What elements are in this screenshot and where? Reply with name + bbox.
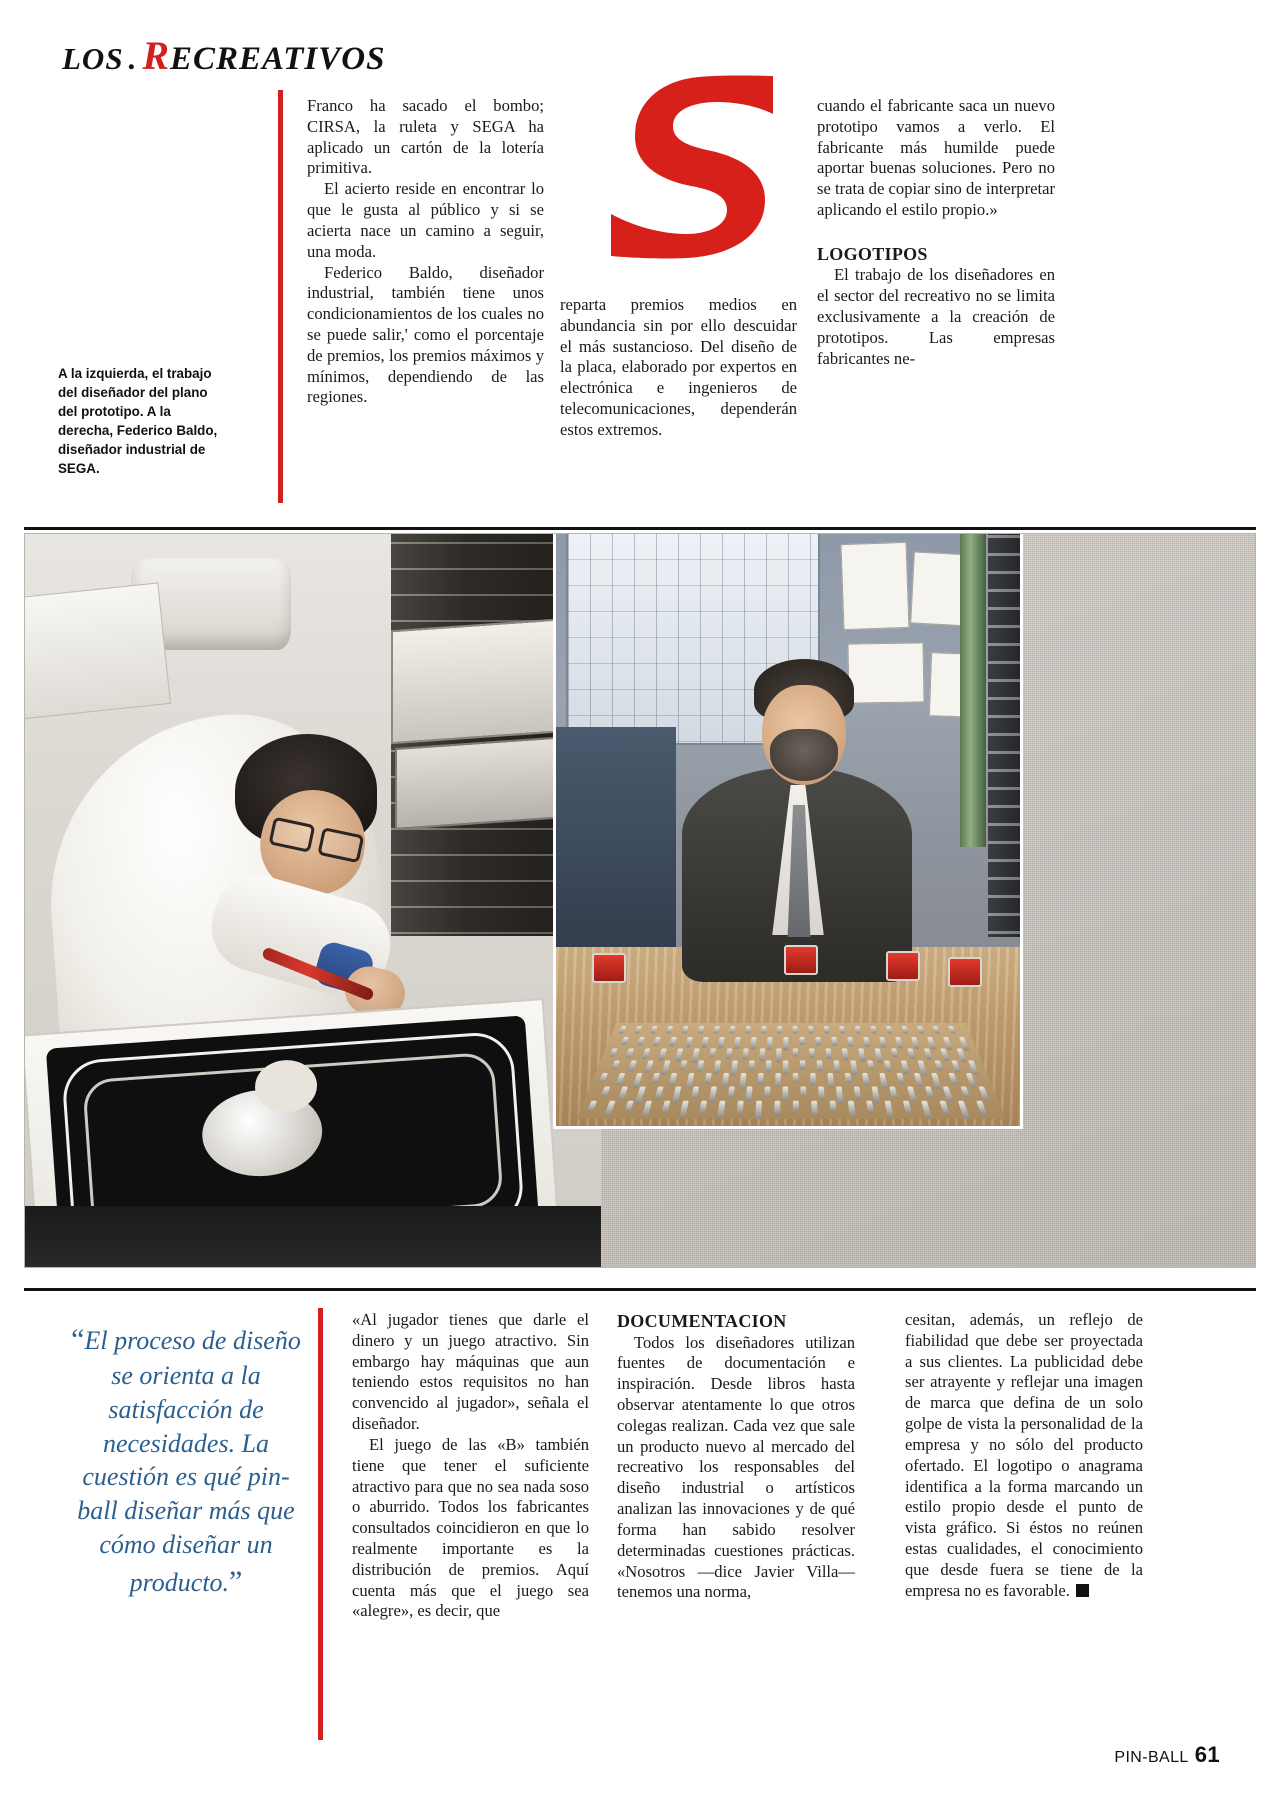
paragraph: cuando el fabricante saca un nuevo prototipo vamos a verlo. El fabricante más humilde puede aportar buenas soluciones. Pero no se trata de copiar sino de interpretar aplicando el estilo propio.»: [817, 96, 1055, 220]
paragraph: «Al jugador tienes que darle el dinero y un juego atractivo. Sin embargo hay máquinas que aun teniendo estos requisitos no han convencido al jugador», señala el diseñador.: [352, 1310, 589, 1434]
paragraph: Federico Baldo, diseñador industrial, también tiene unos condicionamientos de los cuales no se puede salir,' como el porcentaje de premios, los premios máximos y mínimos, dependiendo de las regiones.: [307, 262, 544, 407]
folio-magazine-name: PIN-BALL: [1114, 1749, 1189, 1766]
folio: [1114, 1742, 1220, 1768]
section-heading-documentacion: DOCUMENTACION: [617, 1311, 787, 1331]
photo-band: [24, 533, 1256, 1268]
pinball-prototype: [556, 915, 1023, 1129]
paragraph: El trabajo de los diseñadores en el sector del recreativo no se limita exclusivamente a la creación de prototipos. Las empresas fabricantes ne-: [817, 265, 1055, 368]
paragraph-text: cesitan, además, un reflejo de fiabilidad que debe ser proyectada a sus clientes. La publicidad debe ser atrayente y reflejar una imagen de marca que defina de un solo golpe de vista la personalidad de la empresa y no sólo del producto ofertado. El logotipo o anagrama identifica a la forma marcando un estilo propio desde el punto de vista gráfico. Si éstos no reúnen estas cualidades, el conocimiento que desde fuera se tiene de la empresa no es favorable.: [905, 1310, 1143, 1600]
end-of-article-mark: [1076, 1584, 1089, 1597]
divider-red-vertical-top: [278, 90, 283, 503]
photo-federico-baldo: [553, 533, 1023, 1129]
quote-text: El proceso de diseño se orienta a la satisfacción de necesidades. La cuestión es qué pin-ball diseñar más que cómo diseñar un producto.: [77, 1326, 301, 1597]
photo-caption: A la izquierda, el trabajo del diseñador del plano del prototipo. A la derecha, Federico Baldo, diseñador industrial de SEGA.: [58, 366, 218, 477]
section-heading-logotipos: LOGOTIPOS: [817, 243, 928, 264]
article-column-top-1: [307, 96, 544, 408]
divider-rule-top: [24, 527, 1256, 530]
divider-rule-bottom: [24, 1288, 1256, 1291]
paragraph: [905, 1310, 1143, 1601]
paragraph: El acierto reside en encontrar lo que le gusta al público y si se acierta nace un camino a seguir, una moda.: [307, 179, 544, 261]
folio-page-number: 61: [1194, 1742, 1220, 1767]
article-column-bottom-1: [352, 1310, 589, 1622]
pull-quote: [70, 1320, 302, 1601]
divider-red-vertical-bottom: [318, 1308, 323, 1740]
paragraph: Franco ha sacado el bombo; CIRSA, la ruleta y SEGA ha aplicado un cartón de la lotería primitiva.: [307, 96, 544, 178]
photo-designer-drawing: [24, 533, 601, 1268]
article-column-top-2: [560, 295, 797, 441]
masthead-word-1: LOS: [62, 41, 124, 76]
paragraph: El juego de las «B» también tiene que tener el suficiente atractivo para que no sea nada soso o aburrido. Todos los fabricantes consultados coincidieron en que lo realmente importante es la distribución de premios. Aquí cuenta más que el juego sea «alegre», es decir, que: [352, 1434, 589, 1621]
masthead-word-2: ECREATIVOS: [170, 41, 386, 77]
page-masthead: [62, 32, 385, 79]
sega-s-logo: [595, 70, 785, 260]
quote-close-mark: ”: [229, 1564, 243, 1598]
masthead-initial: R: [142, 33, 171, 78]
paragraph: Todos los diseñadores utilizan fuentes de documentación e inspiración. Desde libros hasta observar atentamente lo que otros colegas realizan. Cada vez que sale un producto nuevo al mercado del recreativo los responsables del diseño industrial o artísticos analizan las innovaciones y de qué forma han sabido resolver determinadas cuestiones prácticas. «Nosotros —dice Javier Villa— tenemos una norma,: [617, 1332, 855, 1602]
quote-open-mark: “: [71, 1323, 85, 1356]
article-column-top-3: [817, 96, 1055, 370]
article-column-bottom-2: [617, 1310, 855, 1603]
article-column-bottom-3: [905, 1310, 1143, 1601]
paragraph: reparta premios medios en abundancia sin por ello descuidar el más sustancioso. Del diseño de la placa, elaborado por expertos en electrónica e ingenieros de telecomunicaciones, dependerán estos extremos.: [560, 295, 797, 439]
masthead-separator: .: [128, 41, 138, 76]
